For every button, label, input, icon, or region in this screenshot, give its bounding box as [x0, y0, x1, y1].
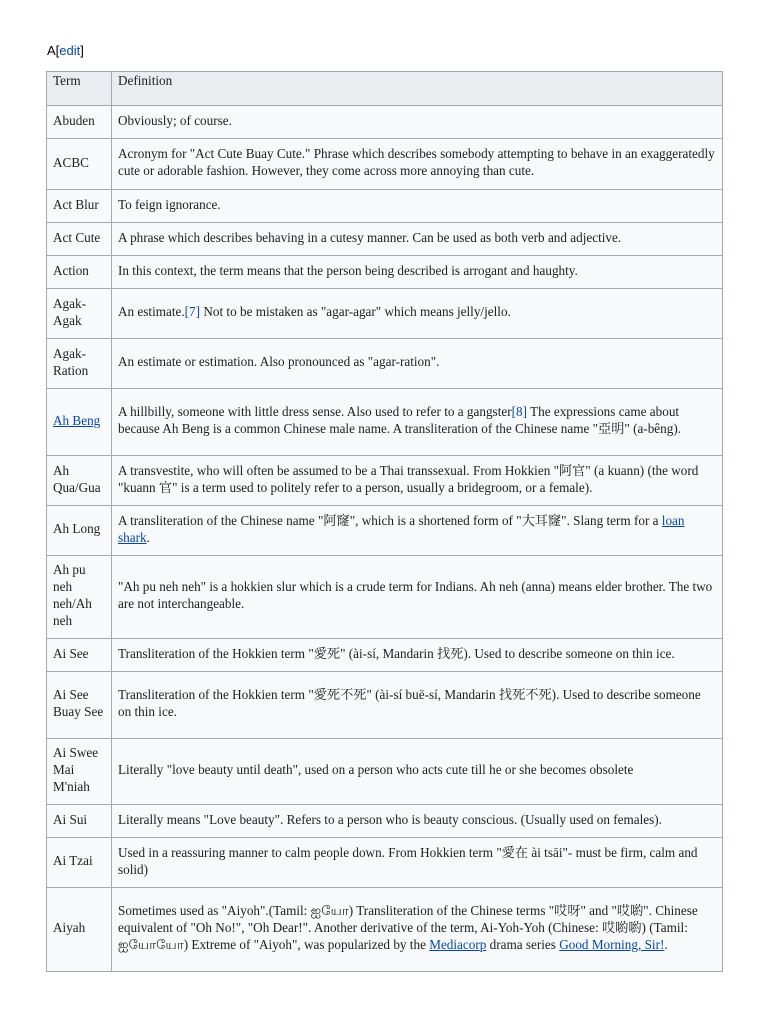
table-row — [47, 106, 723, 139]
definition-text: An estimate. — [118, 304, 185, 320]
term-cell: Ai Sui — [47, 805, 112, 838]
definition-text: Not to be mistaken as "agar-agar" which means jelly/jello. — [200, 304, 511, 320]
definition-cell: Used in a reassuring manner to calm people down. From Hokkien term "愛在 ài tsāi"- must be firm, calm and solid) — [112, 838, 723, 888]
edit-bracket-close: ] — [80, 43, 84, 58]
term-cell: Action — [47, 256, 112, 289]
term-cell: Act Cute — [47, 223, 112, 256]
definition-text: A transliteration of the Chinese name "阿窿", which is a shortened form of "大耳窿". Slang term for a — [118, 512, 662, 528]
header-term: Term — [47, 72, 112, 106]
definition-cell — [112, 888, 723, 972]
definition-cell: In this context, the term means that the person being described is arrogant and haughty. — [112, 256, 723, 289]
good-morning-sir-link[interactable]: Good Morning, Sir! — [559, 936, 665, 952]
table-row — [47, 190, 723, 223]
definition-text: . — [146, 529, 150, 545]
table-row — [47, 556, 723, 639]
table-row — [47, 289, 723, 339]
table-row — [47, 139, 723, 190]
term-cell: Ai Swee Mai M'niah — [47, 739, 112, 805]
term-cell: Ah Long — [47, 506, 112, 556]
definition-cell: A phrase which describes behaving in a cutesy manner. Can be used as both verb and adjective. — [112, 223, 723, 256]
term-cell: Ah Qua/Gua — [47, 456, 112, 506]
definition-cell: "Ah pu neh neh" is a hokkien slur which is a crude term for Indians. Ah neh (anna) means elder brother. The two are not interchangeable. — [112, 556, 723, 639]
table-row — [47, 256, 723, 289]
table-row — [47, 506, 723, 556]
term-cell: Ai Tzai — [47, 838, 112, 888]
section-title: A — [47, 43, 56, 58]
citation-link[interactable]: [7] — [184, 304, 201, 320]
citation-link[interactable]: [8] — [511, 404, 527, 420]
term-cell: Abuden — [47, 106, 112, 139]
edit-section-link[interactable]: edit — [59, 43, 81, 58]
term-cell: Act Blur — [47, 190, 112, 223]
term-cell: Agak-Ration — [47, 339, 112, 389]
table-row — [47, 838, 723, 888]
table-row — [47, 888, 723, 972]
definition-cell: Transliteration of the Hokkien term "愛死不死" (ài-sí buē-sí, Mandarin 找死不死). Used to describe someone on thin ice. — [112, 672, 723, 739]
definition-cell: Literally means "Love beauty". Refers to a person who is beauty conscious. (Usually used on females). — [112, 805, 723, 838]
definition-cell: Obviously; of course. — [112, 106, 723, 139]
term-link[interactable]: Ah Beng — [53, 412, 101, 428]
term-cell: Ah pu neh neh/Ah neh — [47, 556, 112, 639]
definition-text: drama series — [486, 936, 560, 952]
table-row — [47, 389, 723, 456]
term-cell: ACBC — [47, 139, 112, 190]
table-header-row — [47, 72, 723, 106]
definition-text: A hillbilly, someone with little dress sense. Also used to refer to a gangster — [118, 404, 512, 420]
loan-shark-link[interactable]: loan shark — [118, 512, 685, 545]
definition-text: Sometimes used as "Aiyoh".(Tamil: ஐயோ) Transliteration of the Chinese terms "哎呀" and "哎喲". Chinese equivalent of "Oh No!", "Oh Dear!". Another derivative of the term, Ai-Yoh-Yoh (Chinese: 哎喲喲) (Tamil: ஐயோயோ) Extreme of "Aiyoh", was popularized by the — [118, 903, 698, 952]
definition-cell — [112, 389, 723, 456]
table-row — [47, 672, 723, 739]
table-row — [47, 339, 723, 389]
definition-cell: An estimate or estimation. Also pronounced as "agar-ration". — [112, 339, 723, 389]
definition-cell — [112, 506, 723, 556]
term-cell: Agak-Agak — [47, 289, 112, 339]
mediacorp-link[interactable]: Mediacorp — [429, 936, 487, 952]
glossary-table — [46, 71, 723, 972]
table-row — [47, 456, 723, 506]
definition-cell: To feign ignorance. — [112, 190, 723, 223]
table-row — [47, 805, 723, 838]
term-cell: Ai See Buay See — [47, 672, 112, 739]
definition-text: The expressions came about because Ah Beng is a common Chinese male name. A transliteration of the Chinese name "亞明" (a-bêng). — [118, 404, 682, 436]
term-cell: Aiyah — [47, 888, 112, 972]
definition-cell: A transvestite, who will often be assumed to be a Thai transsexual. From Hokkien "阿官" (a kuann) (the word "kuann 官" is a term used to politely refer to a person, usually a bridegroom, or a female). — [112, 456, 723, 506]
term-cell — [47, 389, 112, 456]
table-row — [47, 639, 723, 672]
definition-cell — [112, 289, 723, 339]
definition-text: . — [664, 936, 668, 952]
table-row — [47, 739, 723, 805]
edit-bracket-open: [ — [55, 43, 60, 58]
header-definition: Definition — [112, 72, 723, 106]
definition-cell: Literally "love beauty until death", used on a person who acts cute till he or she becomes obsolete — [112, 739, 723, 805]
table-row — [47, 223, 723, 256]
definition-cell: Transliteration of the Hokkien term "愛死" (ài-sí, Mandarin 找死). Used to describe someone on thin ice. — [112, 639, 723, 672]
section-heading — [47, 42, 84, 60]
term-cell: Ai See — [47, 639, 112, 672]
definition-cell: Acronym for "Act Cute Buay Cute." Phrase which describes somebody attempting to behave in an exaggeratedly cute or adorable fashion. However, they come across more annoying than cute. — [112, 139, 723, 190]
